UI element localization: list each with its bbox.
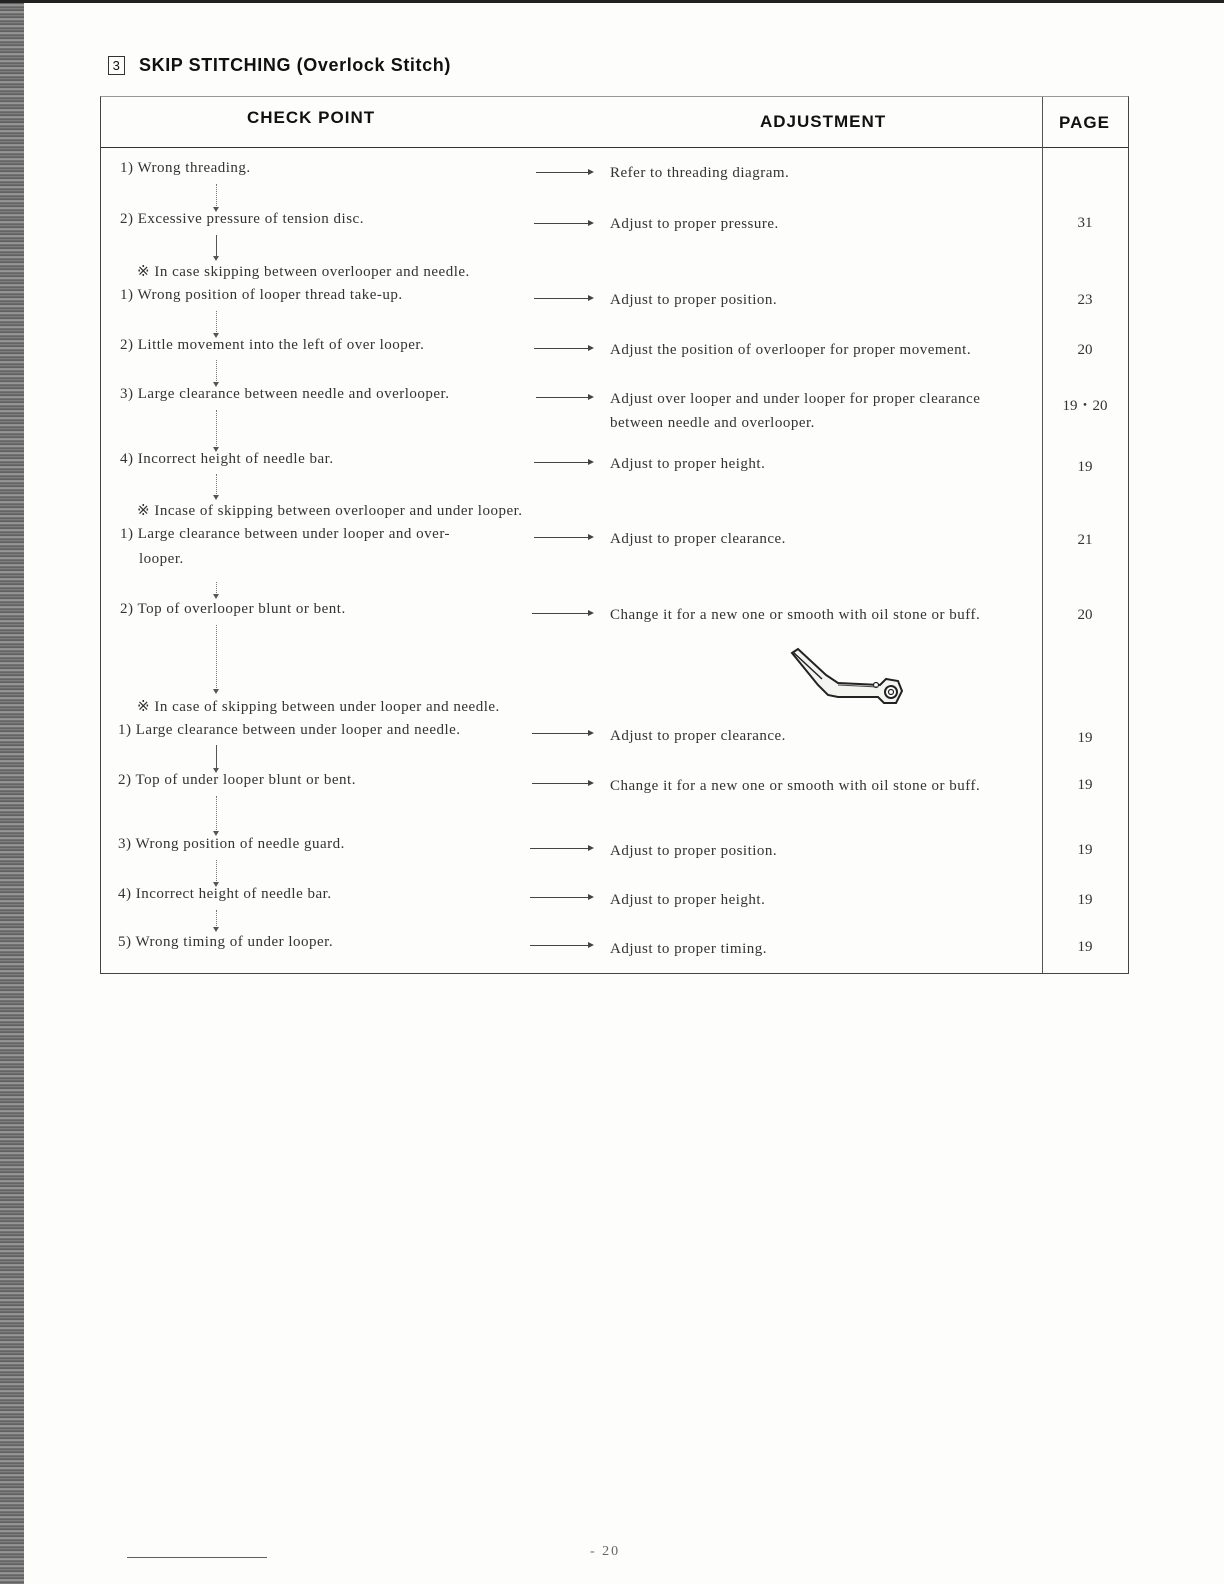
adjustment-item: Refer to threading diagram. — [610, 165, 790, 181]
arrow-line — [530, 897, 588, 898]
page-ref: 20 — [1077, 607, 1093, 623]
flow-arrow-icon — [216, 410, 218, 450]
page-ref: 21 — [1077, 532, 1093, 548]
flow-arrow-icon — [216, 910, 218, 930]
arrow-head-icon — [588, 295, 594, 301]
check-item-continued: looper. — [139, 551, 184, 567]
scan-top-edge — [0, 0, 1224, 3]
flow-arrow-icon — [216, 796, 218, 834]
arrow-head-icon — [588, 220, 594, 226]
adjustment-item: Adjust to proper timing. — [610, 941, 767, 957]
flow-arrow-icon — [216, 184, 218, 210]
flow-arrow-icon — [216, 582, 218, 597]
arrow-head-icon — [588, 894, 594, 900]
page-ref: 19 — [1077, 777, 1093, 793]
check-item: 3) Wrong position of needle guard. — [118, 836, 345, 852]
adjustment-item: Adjust to proper position. — [610, 292, 778, 308]
adjustment-item: Adjust to proper clearance. — [610, 531, 786, 547]
arrow-head-icon — [588, 845, 594, 851]
arrow-line — [532, 733, 588, 734]
check-item: 1) Large clearance between under looper and needle. — [118, 722, 461, 738]
arrow-line — [536, 397, 588, 398]
arrow-line — [532, 613, 588, 614]
page-number: - 20 — [590, 1544, 621, 1559]
adjustment-item: Adjust to proper clearance. — [610, 728, 786, 744]
arrow-head-icon — [588, 345, 594, 351]
check-item: 1) Wrong position of looper thread take-up. — [120, 287, 403, 303]
check-item: 2) Top of under looper blunt or bent. — [118, 772, 356, 788]
page-ref: 23 — [1077, 292, 1093, 308]
adjustment-item: Adjust to proper pressure. — [610, 216, 779, 232]
page-ref: 19 — [1077, 842, 1093, 858]
check-item: 5) Wrong timing of under looper. — [118, 934, 334, 950]
adjustment-item: Adjust to proper height. — [610, 456, 766, 472]
arrow-head-icon — [588, 534, 594, 540]
page-ref: 20 — [1077, 342, 1093, 358]
flow-arrow-icon — [216, 474, 218, 498]
section-title: SKIP STITCHING (Overlock Stitch) — [139, 55, 451, 75]
check-item: 2) Excessive pressure of tension disc. — [120, 211, 364, 227]
section-number: 3 — [108, 56, 125, 75]
flow-arrow-icon — [216, 235, 218, 259]
header-adjustment: ADJUSTMENT — [760, 112, 887, 131]
arrow-head-icon — [588, 459, 594, 465]
adjustment-item: Change it for a new one or smooth with oil stone or buff. — [610, 778, 981, 794]
page-ref: 19 — [1077, 459, 1093, 475]
arrow-line — [534, 537, 588, 538]
looper-part-icon — [788, 645, 908, 709]
header-page: PAGE — [1059, 113, 1110, 132]
check-item: 1) Large clearance between under looper and over- — [120, 526, 451, 542]
header-divider — [101, 147, 1128, 148]
arrow-head-icon — [588, 942, 594, 948]
arrow-head-icon — [588, 610, 594, 616]
case-note: ※ In case skipping between overlooper and needle. — [137, 264, 470, 280]
arrow-line — [534, 298, 588, 299]
arrow-head-icon — [588, 169, 594, 175]
page-ref: 31 — [1077, 215, 1093, 231]
page-ref: 19 — [1077, 892, 1093, 908]
adjustment-item: Adjust over looper and under looper for proper clearance between needle and overlooper. — [610, 391, 981, 431]
case-note: ※ Incase of skipping between overlooper and under looper. — [137, 503, 523, 519]
page-ref: 19 — [1077, 730, 1093, 746]
check-item: 4) Incorrect height of needle bar. — [120, 451, 334, 467]
arrow-head-icon — [588, 780, 594, 786]
header-check-point: CHECK POINT — [247, 108, 376, 127]
check-item: 1) Wrong threading. — [120, 160, 251, 176]
arrow-line — [530, 848, 588, 849]
arrow-line — [534, 462, 588, 463]
flow-arrow-icon — [216, 860, 218, 885]
page-ref: 19 — [1077, 939, 1093, 955]
adjustment-item: Change it for a new one or smooth with oil stone or buff. — [610, 607, 981, 623]
arrow-line — [534, 348, 588, 349]
adjustment-item: Adjust the position of overlooper for proper movement. — [610, 342, 972, 358]
adjustment-item: Adjust to proper height. — [610, 892, 766, 908]
check-item: 2) Top of overlooper blunt or bent. — [120, 601, 346, 617]
footer-rule — [127, 1557, 267, 1558]
flow-arrow-icon — [216, 625, 218, 692]
check-item: 3) Large clearance between needle and overlooper. — [120, 386, 450, 402]
scan-edge — [0, 0, 24, 1584]
arrow-head-icon — [588, 394, 594, 400]
arrow-line — [536, 172, 588, 173]
flow-arrow-icon — [216, 360, 218, 385]
arrow-line — [534, 223, 588, 224]
section-heading — [108, 55, 451, 76]
flow-arrow-icon — [216, 745, 218, 771]
page-ref: 19・20 — [1062, 398, 1108, 414]
adjustment-item: Adjust to proper position. — [610, 843, 778, 859]
arrow-line — [530, 945, 588, 946]
arrow-line — [532, 783, 588, 784]
arrow-head-icon — [588, 730, 594, 736]
check-item: 2) Little movement into the left of over looper. — [120, 337, 425, 353]
flow-arrow-icon — [216, 311, 218, 336]
case-note: ※ In case of skipping between under looper and needle. — [137, 699, 500, 715]
check-item: 4) Incorrect height of needle bar. — [118, 886, 332, 902]
